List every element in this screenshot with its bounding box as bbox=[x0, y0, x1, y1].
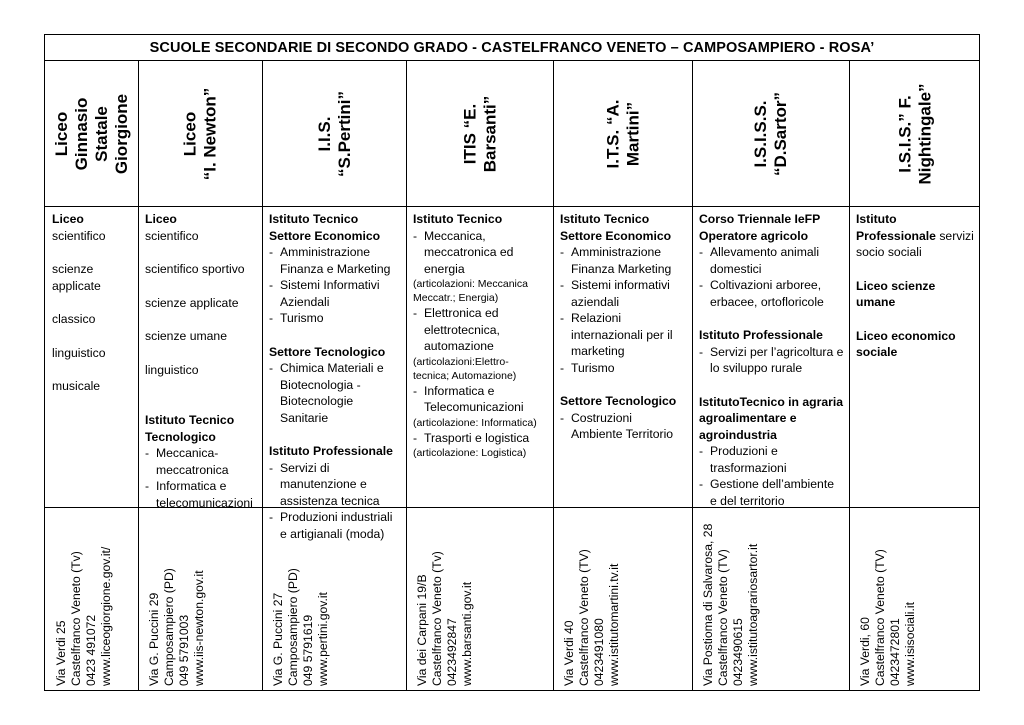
course-item: - Chimica Materiali e bbox=[269, 360, 402, 377]
spacer bbox=[52, 328, 134, 345]
contact-line: Castelfranco Veneto (TV) bbox=[716, 549, 730, 686]
spacer bbox=[145, 244, 258, 261]
course-item: - Sistemi informativi bbox=[560, 277, 688, 294]
section-heading: Settore Economico bbox=[269, 228, 381, 243]
course-item: - Meccanica- bbox=[145, 445, 258, 462]
spacer bbox=[699, 377, 845, 394]
course-item-continued: Finanza e Marketing bbox=[280, 261, 391, 276]
plain-text: servizi bbox=[935, 228, 974, 243]
course-line: scientifico bbox=[145, 228, 199, 243]
contact-line: Camposampiero (PD) bbox=[162, 568, 176, 686]
school-name-line: Martini” bbox=[623, 101, 642, 167]
school-name-line: Ginnasio bbox=[72, 97, 91, 171]
school-name-cell bbox=[407, 62, 553, 206]
section-heading: Istituto Professionale bbox=[699, 328, 823, 342]
school-name-line: Statale bbox=[92, 106, 111, 162]
school-name-line: I.T.S. “A. bbox=[603, 99, 622, 169]
courses-cell bbox=[554, 207, 692, 507]
contact-line: 0423492847 bbox=[445, 618, 459, 686]
school-name bbox=[896, 83, 936, 184]
spacer bbox=[52, 294, 134, 311]
contact-cell bbox=[139, 511, 262, 692]
contact-line: 0423 491072 bbox=[84, 614, 98, 686]
course-item: - Allevamento animali bbox=[699, 244, 845, 261]
section-heading: Settore Tecnologico bbox=[560, 394, 677, 408]
section-heading: Liceo bbox=[52, 212, 84, 226]
school-name-line: I.I.S. bbox=[314, 116, 334, 152]
contact-line: Via G. Puccini 27 bbox=[271, 592, 285, 686]
section-heading: Liceo economico bbox=[856, 328, 956, 343]
course-item-continued: domestici bbox=[710, 261, 762, 276]
course-item: - Amministrazione bbox=[269, 244, 402, 261]
website-link[interactable]: www.iis-newton.gov.it bbox=[192, 570, 206, 686]
school-name-cell bbox=[139, 62, 262, 206]
course-item-continued: Sanitarie bbox=[280, 410, 329, 425]
course-item-continued: elettrotecnica, bbox=[424, 322, 500, 337]
course-item-continued: Ambiente Territorio bbox=[571, 427, 674, 441]
course-line: scienze bbox=[52, 262, 94, 276]
course-note: tecnica; Automazione) bbox=[413, 369, 517, 382]
course-item: - Relazioni bbox=[560, 310, 688, 327]
section-heading: Liceo bbox=[145, 212, 177, 226]
contact-line: Via Verdi 40 bbox=[562, 620, 576, 686]
course-item-continued: marketing bbox=[571, 344, 625, 358]
courses-cell bbox=[46, 207, 138, 507]
spacer bbox=[145, 395, 258, 412]
courses-cell bbox=[407, 207, 553, 507]
course-line: scienze applicate bbox=[145, 295, 239, 310]
contact-info bbox=[147, 568, 207, 686]
spacer bbox=[560, 376, 688, 393]
course-note: (articolazione: Logistica) bbox=[413, 447, 527, 459]
course-note: (articolazione: Informatica) bbox=[413, 416, 537, 429]
course-item: - Elettronica ed bbox=[413, 305, 549, 322]
spacer bbox=[145, 378, 258, 395]
contact-line: 049 5791003 bbox=[177, 614, 191, 686]
section-heading: Istituto Tecnico bbox=[560, 212, 650, 226]
spacer bbox=[269, 327, 402, 344]
section-heading: agroalimentare e bbox=[699, 411, 797, 425]
course-item: - Informatica e bbox=[145, 478, 258, 495]
contact-cell bbox=[263, 511, 406, 692]
contact-line: Via dei Carpani 19/B bbox=[415, 574, 429, 686]
contact-line: Camposampiero (PD) bbox=[286, 568, 300, 686]
school-name-line: “S.Pertini” bbox=[334, 91, 354, 177]
course-line: scientifico sportivo bbox=[145, 262, 245, 276]
course-item: - Sistemi Informativi bbox=[269, 277, 402, 294]
contact-line: 049 5791619 bbox=[301, 614, 315, 686]
course-item: - Produzioni e bbox=[699, 443, 845, 460]
section-heading: agroindustria bbox=[699, 427, 777, 442]
section-heading: Operatore agricolo bbox=[699, 228, 809, 243]
spacer bbox=[699, 310, 845, 327]
courses-cell bbox=[693, 207, 849, 507]
school-name-line: Nightingale” bbox=[915, 83, 935, 185]
course-item: - Amministrazione bbox=[560, 244, 688, 261]
course-item: - Meccanica, bbox=[413, 228, 549, 245]
spacer bbox=[856, 261, 977, 278]
section-heading: Settore Economico bbox=[560, 228, 672, 243]
course-item-continued: meccatronica bbox=[156, 462, 229, 477]
school-name-line: Giorgione bbox=[112, 93, 131, 175]
contact-info bbox=[415, 551, 475, 686]
section-heading: Istituto Tecnico bbox=[145, 413, 235, 427]
schools-table bbox=[44, 34, 980, 691]
course-note: (articolazioni: Meccanica bbox=[413, 278, 528, 290]
course-note: Meccatr.; Energia) bbox=[413, 292, 499, 304]
course-item-continued: aziendali bbox=[571, 294, 620, 309]
course-item-continued: telecomunicazioni bbox=[156, 495, 253, 510]
contact-info bbox=[858, 549, 918, 686]
school-name-line: “D.Sartor” bbox=[770, 91, 790, 177]
school-name bbox=[181, 88, 221, 181]
section-heading: Liceo scienze umane bbox=[856, 278, 936, 309]
contact-cell bbox=[407, 511, 553, 692]
school-name bbox=[603, 100, 643, 169]
contact-info bbox=[271, 568, 331, 686]
course-item-continued: Finanza Marketing bbox=[571, 261, 672, 276]
course-item-continued: manutenzione e bbox=[280, 477, 367, 491]
table-title: SCUOLE SECONDARIE DI SECONDO GRADO - CASTELFRANCO VENETO – CAMPOSAMPIERO - ROSA’ bbox=[45, 35, 979, 61]
school-name-line: I.S.I.S.” F. bbox=[895, 95, 915, 173]
school-name bbox=[315, 91, 355, 177]
school-name bbox=[52, 94, 132, 174]
spacer bbox=[856, 311, 977, 328]
section-heading: Istituto Tecnico bbox=[413, 212, 503, 226]
course-note: (articolazioni:Elettro- bbox=[413, 355, 509, 368]
contact-info bbox=[562, 549, 622, 686]
course-item-continued: trasformazioni bbox=[710, 460, 787, 475]
contact-cell bbox=[46, 511, 138, 692]
section-heading: Istituto Professionale bbox=[269, 444, 393, 458]
spacer bbox=[52, 244, 134, 261]
course-item: - Trasporti e logistica bbox=[413, 430, 549, 447]
contact-line: 0423491080 bbox=[592, 618, 606, 686]
course-line: linguistico bbox=[145, 362, 199, 377]
course-item-continued: energia bbox=[424, 261, 465, 276]
courses-cell bbox=[850, 207, 981, 507]
contact-cell bbox=[850, 511, 981, 692]
section-heading bbox=[856, 228, 977, 245]
contact-line: Castelfranco Veneto (TV) bbox=[577, 549, 591, 686]
section-heading: Istituto Tecnico bbox=[269, 212, 359, 226]
school-name-cell bbox=[554, 62, 692, 206]
school-name bbox=[460, 96, 500, 173]
website-link[interactable]: www.pertini.gov.it bbox=[316, 592, 330, 686]
school-name-line: “I. Newton” bbox=[200, 87, 220, 181]
course-line: classico bbox=[52, 312, 96, 326]
course-item-continued: Aziendali bbox=[280, 294, 330, 309]
section-heading: IstitutoTecnico in agraria bbox=[699, 394, 844, 409]
course-item: - Turismo bbox=[560, 360, 688, 377]
school-name-line: I.S.I.S.S. bbox=[750, 100, 770, 168]
contact-line: Castelfranco Veneto (Tv) bbox=[430, 551, 444, 686]
course-item: - Gestione dell’ambiente bbox=[699, 476, 845, 493]
contact-line: Castelfranco Veneto (Tv) bbox=[69, 551, 83, 686]
school-name-cell bbox=[46, 62, 138, 206]
website-link[interactable]: www.istitutoagrariosartor.it bbox=[746, 543, 760, 686]
course-item: - Produzioni industriali bbox=[269, 509, 402, 526]
course-line: linguistico bbox=[52, 345, 106, 360]
course-item: - Servizi per l’agricoltura e bbox=[699, 344, 845, 361]
course-line: applicate bbox=[52, 278, 101, 293]
school-name-cell bbox=[850, 62, 981, 206]
contact-line: Castelfranco Veneto (TV) bbox=[873, 549, 887, 686]
section-heading: Istituto bbox=[856, 212, 897, 226]
section-heading: sociale bbox=[856, 345, 898, 359]
spacer bbox=[269, 426, 402, 443]
contact-line: Via Verdi, 60 bbox=[858, 617, 872, 686]
contact-line: 0423472801 bbox=[888, 618, 902, 686]
contact-line: Via G. Puccini 29 bbox=[147, 592, 161, 686]
website-link[interactable]: www.barsanti.gov.it bbox=[460, 581, 474, 686]
contact-line: 0423490615 bbox=[731, 618, 745, 686]
course-item-continued: e del territorio bbox=[710, 493, 785, 508]
school-name-line: Liceo bbox=[180, 111, 200, 157]
course-item-continued: internazionali per il bbox=[571, 327, 673, 342]
school-name bbox=[751, 92, 791, 176]
spacer bbox=[145, 345, 258, 362]
school-name-cell bbox=[693, 62, 849, 206]
contact-line: Via Postioma di Salvarosa, 28 bbox=[701, 523, 715, 686]
website-link[interactable]: www.isisociali.it bbox=[903, 602, 917, 686]
course-item-continued: meccatronica ed bbox=[424, 245, 514, 259]
course-item-continued: e artigianali (moda) bbox=[280, 526, 385, 541]
website-link[interactable]: www.liceogiorgione.gov.it/ bbox=[99, 546, 113, 686]
contact-info bbox=[701, 524, 761, 686]
contact-line: Via Verdi 25 bbox=[54, 620, 68, 686]
course-item-continued: Telecomunicazioni bbox=[424, 400, 524, 414]
school-name-line: Barsanti” bbox=[480, 95, 499, 173]
course-item-continued: lo sviluppo rurale bbox=[710, 361, 803, 375]
contact-cell bbox=[693, 511, 849, 692]
section-heading: Settore Tecnologico bbox=[269, 344, 386, 359]
course-item-continued: Biotecnologie bbox=[280, 394, 354, 408]
school-name-line: ITIS “E. bbox=[460, 103, 479, 165]
course-line: scienze umane bbox=[145, 329, 227, 343]
contact-info bbox=[54, 547, 114, 686]
course-line: musicale bbox=[52, 379, 101, 393]
course-item-continued: assistenza tecnica bbox=[280, 493, 380, 508]
courses-cell bbox=[139, 207, 262, 510]
course-item: - Costruzioni bbox=[560, 410, 688, 427]
course-item: - Servizi di bbox=[269, 460, 402, 477]
course-item-continued: erbacee, ortofloricole bbox=[710, 294, 824, 309]
course-item-continued: automazione bbox=[424, 339, 494, 353]
course-item: - Coltivazioni arboree, bbox=[699, 277, 845, 294]
spacer bbox=[52, 361, 134, 378]
spacer bbox=[145, 278, 258, 295]
course-item-continued: Biotecnologia - bbox=[280, 377, 361, 392]
section-heading: Tecnologico bbox=[145, 429, 216, 444]
courses-cell bbox=[263, 207, 406, 541]
spacer bbox=[145, 311, 258, 328]
school-name-line: Liceo bbox=[52, 111, 71, 157]
website-link[interactable]: www.istitutomartini.tv.it bbox=[607, 563, 621, 686]
section-heading: Corso Triennale IeFP bbox=[699, 212, 821, 226]
contact-cell bbox=[554, 511, 692, 692]
course-item: - Informatica e bbox=[413, 383, 549, 400]
school-name-cell bbox=[263, 62, 406, 206]
course-item: - Turismo bbox=[269, 310, 402, 327]
course-line: socio sociali bbox=[856, 245, 922, 259]
course-line: scientifico bbox=[52, 228, 106, 243]
bold-text: Professionale bbox=[856, 228, 936, 243]
